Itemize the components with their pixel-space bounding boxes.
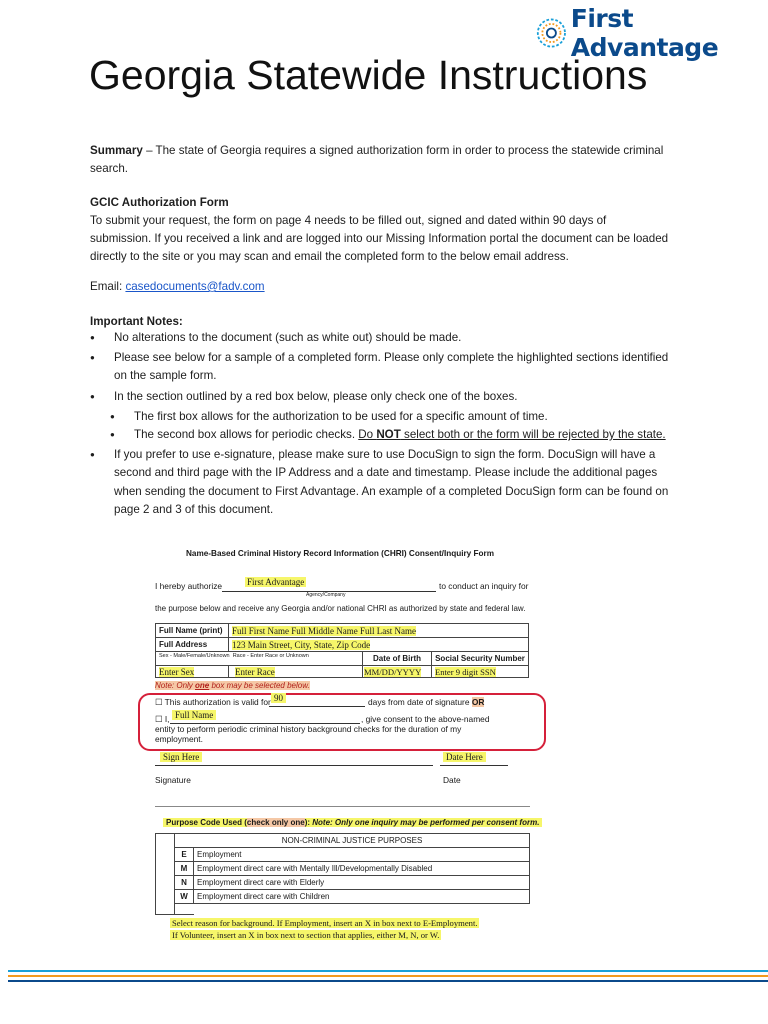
- note-subitem: ● The first box allows for the authorization to be used for a specific amount of time.: [110, 408, 670, 426]
- full-address-label: Full Address: [156, 638, 229, 652]
- opt1-or: OR: [471, 697, 485, 707]
- form-note: [155, 681, 310, 690]
- notes-list-2: [90, 446, 670, 519]
- opt2-line3: employment.: [155, 734, 203, 744]
- note-pre: Note: Only: [155, 681, 196, 690]
- table-row[interactable]: [156, 890, 530, 904]
- purpose-note: Note: Only one inquiry may be performed per consent form.: [312, 818, 540, 827]
- date-label: Date: [443, 775, 461, 785]
- summary-paragraph: [90, 142, 680, 178]
- table-row: [156, 904, 530, 915]
- note-item: ● If you prefer to use e-signature, please make sure to use DocuSign to sign the form. DocuSign will have a second and third page with the IP Address and a date and timestamp. Please include the additional pages when sending the document to First Advantage. An example of a completed DocuSign form can be found on page 2 and 3 of this document.: [90, 446, 670, 519]
- sub2-do: Do: [358, 428, 377, 442]
- instruction-line-1: Select reason for background. If Employment, insert an X in box next to E-Employment.: [172, 918, 478, 928]
- sub2-post: select both or the form will be rejected by the state.: [400, 428, 666, 442]
- authorize-post: to conduct an inquiry for: [439, 581, 529, 591]
- opt2-name-value: Full Name: [172, 710, 216, 720]
- email-line: [90, 278, 680, 296]
- option-valid-for[interactable]: ☐ This authorization is valid for: [155, 697, 271, 707]
- full-name-label: Full Name (print): [156, 624, 229, 638]
- race-label: Race - Enter Race or Unknown: [232, 653, 309, 659]
- full-name-cell: [229, 624, 529, 638]
- footer-line-blue: [8, 970, 768, 972]
- table-row: [156, 666, 529, 678]
- full-address-value: 123 Main Street, City, State, Zip Code: [232, 639, 371, 650]
- table-row[interactable]: [156, 848, 530, 862]
- checkbox-cell[interactable]: [156, 890, 175, 904]
- table-row: [156, 652, 529, 666]
- dob-label: Date of Birth: [363, 652, 432, 666]
- globe-swirl-icon: [536, 16, 567, 50]
- sex-race-labels: [156, 652, 363, 666]
- option-periodic[interactable]: ☐ I,: [155, 714, 170, 724]
- summary-label: Summary: [90, 144, 143, 157]
- notes-sublist: [110, 408, 670, 444]
- logo-text: First Advantage: [570, 4, 719, 62]
- footer-line-orange: [8, 975, 768, 977]
- personal-info-table: [155, 623, 529, 678]
- gcic-heading: [90, 194, 680, 212]
- note-subitem: [110, 426, 670, 444]
- note-post: box may be selected below.: [209, 681, 310, 690]
- ssn-label: Social Security Number: [432, 652, 529, 666]
- checkbox-cell[interactable]: [156, 876, 175, 890]
- authorize-label: I hereby authorize: [155, 581, 223, 591]
- days-value: 90: [271, 693, 286, 703]
- full-name-value: Full First Name Full Middle Name Full Last Name: [232, 625, 416, 636]
- note-item: ● In the section outlined by a red box below, please only check one of the boxes.: [90, 388, 670, 406]
- form-divider: [155, 806, 530, 807]
- race-value: Enter Race: [235, 666, 275, 677]
- dob-value: MM/DD/YYYY: [364, 666, 422, 677]
- table-row: [156, 834, 530, 848]
- race-cell: [229, 666, 363, 678]
- email-link[interactable]: casedocuments@fadv.com: [125, 280, 265, 293]
- table-row: [156, 624, 529, 638]
- table-row: [156, 638, 529, 652]
- table-row[interactable]: [156, 862, 530, 876]
- purpose-code-line: [163, 818, 542, 827]
- purpose-check: check only one: [246, 818, 305, 827]
- blank-cell: [194, 904, 530, 915]
- notes-list-container: [90, 329, 670, 519]
- note-item: ● Please see below for a sample of a completed form. Please only complete the highlighted sections identified on the sample form.: [90, 349, 670, 385]
- purposes-header: NON-CRIMINAL JUSTICE PURPOSES: [175, 834, 530, 848]
- date-value: Date Here: [443, 752, 486, 762]
- blank-cell: [175, 904, 194, 915]
- purpose-code: W: [175, 890, 194, 904]
- authorize-value: First Advantage: [247, 577, 305, 587]
- purposes-table: [155, 833, 530, 915]
- note-item: ● No alterations to the document (such as white out) should be made.: [90, 329, 670, 347]
- purpose-pre: Purpose Code Used (: [166, 818, 247, 827]
- sub2-pre: The second box allows for periodic checks.: [134, 428, 359, 442]
- signature-label: Signature: [155, 775, 191, 785]
- instruction-line-2: If Volunteer, insert an X in box next to section that applies, either M, N, or W.: [172, 930, 440, 940]
- footer-line-navy: [8, 980, 768, 982]
- purpose-desc: Employment direct care with Mentally Ill/Developmentally Disabled: [194, 862, 530, 876]
- purpose-code: M: [175, 862, 194, 876]
- purpose-code: N: [175, 876, 194, 890]
- sub2-warning: [358, 428, 665, 441]
- checkbox-cell[interactable]: [156, 848, 175, 862]
- checkbox-cell[interactable]: [156, 862, 175, 876]
- summary-text: – The state of Georgia requires a signed authorization form in order to process the statewide criminal search.: [90, 144, 664, 176]
- ssn-cell: [432, 666, 529, 678]
- sub2-not: NOT: [376, 428, 401, 442]
- form-title: Name-Based Criminal History Record Information (CHRI) Consent/Inquiry Form: [186, 549, 494, 558]
- blank-cell: [156, 834, 175, 848]
- purpose-desc: Employment: [194, 848, 530, 862]
- sign-value: Sign Here: [160, 752, 202, 762]
- full-address-cell: [229, 638, 529, 652]
- agency-caption: Agency/Company: [306, 592, 346, 598]
- page-title: Georgia Statewide Instructions: [89, 52, 648, 98]
- gcic-paragraph: To submit your request, the form on page 4 needs to be filled out, signed and dated within 90 days of submission. If you received a link and are logged into our Missing Information portal the document can be loaded directly to the site or you may scan and email the completed form to the below email address.: [90, 214, 669, 264]
- purpose-line: the purpose below and receive any Georgia and/or national CHRI as authorized by state and federal law.: [155, 604, 526, 613]
- email-label: Email:: [90, 280, 126, 293]
- sex-value: Enter Sex: [159, 666, 195, 677]
- purpose-code: E: [175, 848, 194, 862]
- purpose-desc: Employment direct care with Elderly: [194, 876, 530, 890]
- dob-cell: [363, 666, 432, 678]
- notes-heading-text: Important Notes:: [90, 315, 183, 328]
- option-valid-post: [368, 697, 484, 707]
- opt2-line2: entity to perform periodic criminal history background checks for the duration of my: [155, 724, 462, 734]
- opt1-post: days from date of signature: [368, 697, 470, 707]
- gcic-heading-text: GCIC Authorization Form: [90, 196, 229, 209]
- sex-label: Sex - Male/Female/Unknown: [159, 653, 230, 659]
- purpose-mid: ):: [304, 818, 313, 827]
- notes-list: [90, 329, 670, 406]
- sex-cell: [156, 666, 229, 678]
- note-one: one: [195, 681, 210, 690]
- purpose-desc: Employment direct care with Children: [194, 890, 530, 904]
- opt2-post: , give consent to the above-named: [361, 714, 490, 724]
- table-row[interactable]: [156, 876, 530, 890]
- ssn-value: Enter 9 digit SSN: [435, 666, 496, 677]
- blank-cell: [156, 904, 175, 915]
